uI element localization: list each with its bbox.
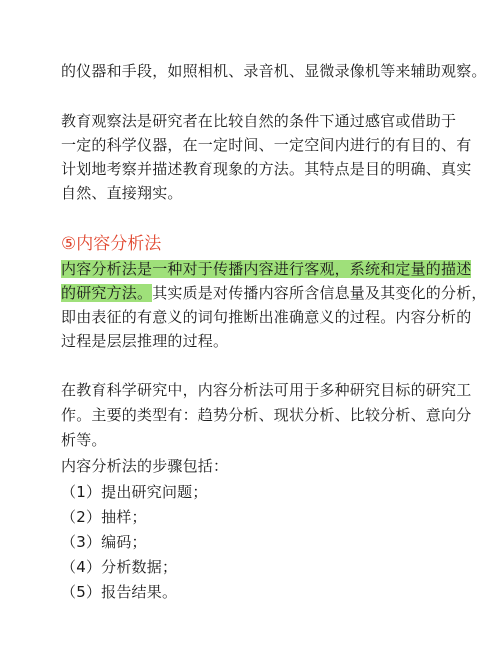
paragraph-3-line-3: 即由表征的有意义的词句推断出准确意义的过程。内容分析的: [61, 308, 472, 326]
paragraph-4-line-3: 析等。: [61, 431, 107, 449]
steps-intro: 内容分析法的步骤包括：: [61, 457, 229, 475]
paragraph-2-line-1: 教育观察法是研究者在比较自然的条件下通过感官或借助于: [61, 112, 457, 130]
paragraph-3-line-4: 过程是层层推理的过程。: [61, 332, 229, 350]
paragraph-3-line-2: [61, 283, 487, 303]
paragraph-2-line-3: 计划地考察并描述教育现象的方法。其特点是目的明确、真实: [61, 160, 472, 178]
list-item: （4）分析数据；: [61, 558, 178, 576]
paragraph-2-line-2: 一定的科学仪器，在一定时间、一定空间内进行的有目的、有: [61, 136, 472, 154]
paragraph-3-line-2-rest: 其实质是对传播内容所含信息量及其变化的分析，: [152, 284, 487, 302]
highlighted-text: 内容分析法是一种对于传播内容进行客观，系统和定量的描述: [61, 260, 472, 278]
section-heading: ⑤内容分析法: [61, 234, 162, 254]
paragraph-4-line-2: 作。主要的类型有：趋势分析、现状分析、比较分析、意向分: [61, 406, 472, 424]
list-item: （3）编码；: [61, 533, 147, 551]
list-item: （2）抽样；: [61, 508, 147, 526]
paragraph-3-line-1: [61, 259, 471, 279]
paragraph-4-line-1: 在教育科学研究中，内容分析法可用于多种研究目标的研究工: [61, 381, 472, 399]
list-item: （5）报告结果。: [61, 583, 178, 601]
list-item: （1）提出研究问题；: [61, 483, 208, 501]
paragraph-1-line-1: 的仪器和手段，如照相机、录音机、显微录像机等来辅助观察。: [61, 62, 487, 80]
paragraph-2-line-4: 自然、直接翔实。: [61, 184, 183, 202]
highlighted-text: 的研究方法。: [61, 284, 153, 302]
